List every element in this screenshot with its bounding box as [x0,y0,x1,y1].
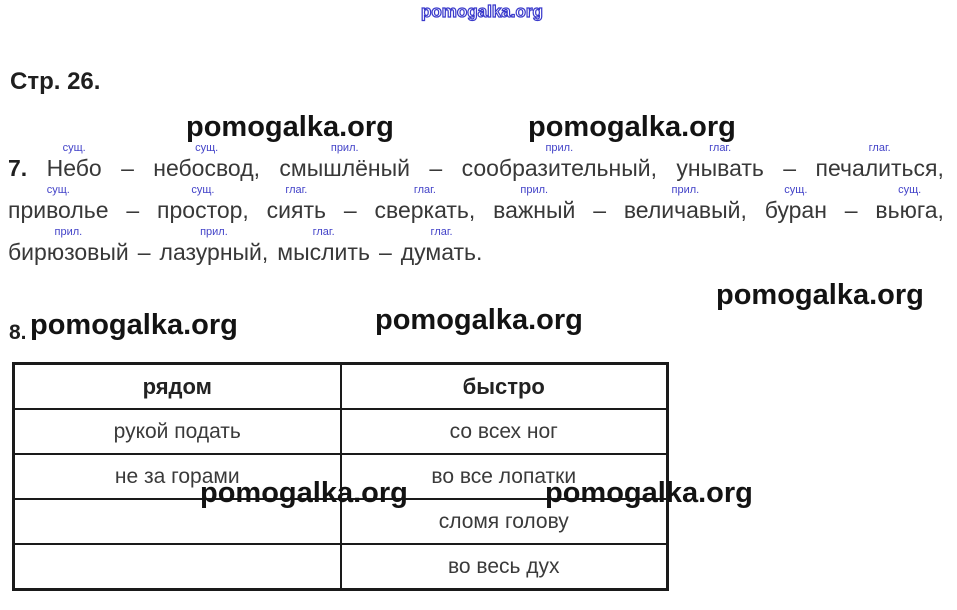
word: – [378,239,392,265]
part-of-speech-label: глаг. [430,226,453,238]
part-of-speech-label: прил. [54,226,83,238]
table-row [14,409,668,454]
word: важный [493,197,576,223]
word-token [8,142,27,181]
part-of-speech-label: прил. [200,226,228,238]
exercise-7-answer [8,142,944,268]
part-of-speech-label [131,184,134,197]
word: 7. [8,155,28,181]
word: буран [764,197,827,223]
table-cell: рукой подать [14,409,341,454]
word-token [815,142,943,181]
part-of-speech-label: глаг. [285,184,308,196]
word: небосвод, [153,155,261,181]
word-token [8,184,109,223]
word: приволье [8,197,109,223]
part-of-speech-label [384,226,387,239]
word: – [844,197,858,223]
part-of-speech-label [143,226,146,239]
word: сообразительный, [461,155,658,181]
word: – [593,197,606,223]
table-row [14,544,668,590]
word-token [157,184,249,223]
watermark-text: pomogalka.org [186,111,394,143]
word: смышлёный [279,155,411,181]
word-token [277,226,370,265]
word-token [783,142,796,181]
part-of-speech-label: глаг. [709,142,732,154]
word-token [138,226,151,265]
table-cell [14,499,341,544]
word-token [344,184,357,223]
part-of-speech-label: глаг. [413,184,436,196]
word-token [401,226,483,265]
part-of-speech-label [850,184,853,197]
part-of-speech-label: сущ. [191,184,215,196]
word: вьюга, [875,197,944,223]
part-of-speech-label [788,142,791,155]
part-of-speech-label [598,184,601,197]
watermark-text: pomogalka.org [421,2,543,21]
word: – [137,239,151,265]
word-token [379,226,392,265]
part-of-speech-label: сущ. [195,142,219,154]
word-token [429,142,442,181]
word-token [153,142,260,181]
word: печалиться, [815,155,944,181]
word: думать. [400,239,483,265]
word-token [676,142,764,181]
part-of-speech-label: сущ. [784,184,808,196]
page-heading: Стр. 26. [10,68,101,95]
word-token [374,184,475,223]
word: бирюзовый [8,239,129,265]
table-cell: во весь дух [341,544,668,590]
part-of-speech-label: прил. [520,184,549,196]
word: простор, [157,197,249,223]
watermark-text: pomogalka.org [716,279,924,311]
table-cell [14,544,341,590]
word: сиять [266,197,326,223]
part-of-speech-label [126,142,129,155]
watermark-text: pomogalka.org [375,304,583,336]
table-header-row [14,364,668,410]
part-of-speech-label [434,142,437,155]
table-row [14,454,668,499]
part-of-speech-label: сущ. [898,184,922,196]
word: величавый, [623,197,747,223]
word-token [593,184,606,223]
word-token [121,142,134,181]
part-of-speech-label: глаг. [312,226,335,238]
table-cell: сломя голову [341,499,668,544]
word: Небо [46,155,102,181]
table-column-header: рядом [14,364,341,410]
word: лазурный, [159,239,269,265]
synonym-phrases-table [12,362,669,591]
part-of-speech-label: прил. [545,142,574,154]
text-line [8,142,944,181]
part-of-speech-label: прил. [671,184,700,196]
word-token [160,226,269,265]
part-of-speech-label [16,142,19,155]
table-column-header: быстро [341,364,668,410]
table-cell: со всех ног [341,409,668,454]
part-of-speech-label: прил. [330,142,359,154]
word-token [624,184,747,223]
part-of-speech-label: глаг. [868,142,891,154]
word: – [783,155,797,181]
watermark-text: pomogalka.org [528,111,736,143]
table-row [14,499,668,544]
word: – [343,197,357,223]
word-token [845,184,858,223]
watermark-text: pomogalka.org [30,309,238,341]
watermark-text: pomogalka.org [545,477,753,509]
part-of-speech-label [349,184,352,197]
word-token [493,184,575,223]
word: – [121,155,134,181]
watermark-text: pomogalka.org [200,477,408,509]
table-cell: не за горами [14,454,341,499]
word-token [279,142,410,181]
word: унывать [676,155,764,181]
word: – [429,155,443,181]
word-token [765,184,827,223]
text-line [8,184,944,223]
part-of-speech-label: сущ. [62,142,86,154]
part-of-speech-label: сущ. [46,184,70,196]
exercise-8-number: 8. [9,321,27,344]
word: – [126,197,140,223]
text-line [8,226,944,265]
word: сверкать, [374,197,476,223]
table-cell: во все лопатки [341,454,668,499]
word-token [47,142,102,181]
table-body [14,409,668,590]
word-token [126,184,139,223]
word-token [8,226,129,265]
word-token [875,184,944,223]
word-token [267,184,326,223]
word: мыслить [277,239,370,265]
word-token [462,142,657,181]
